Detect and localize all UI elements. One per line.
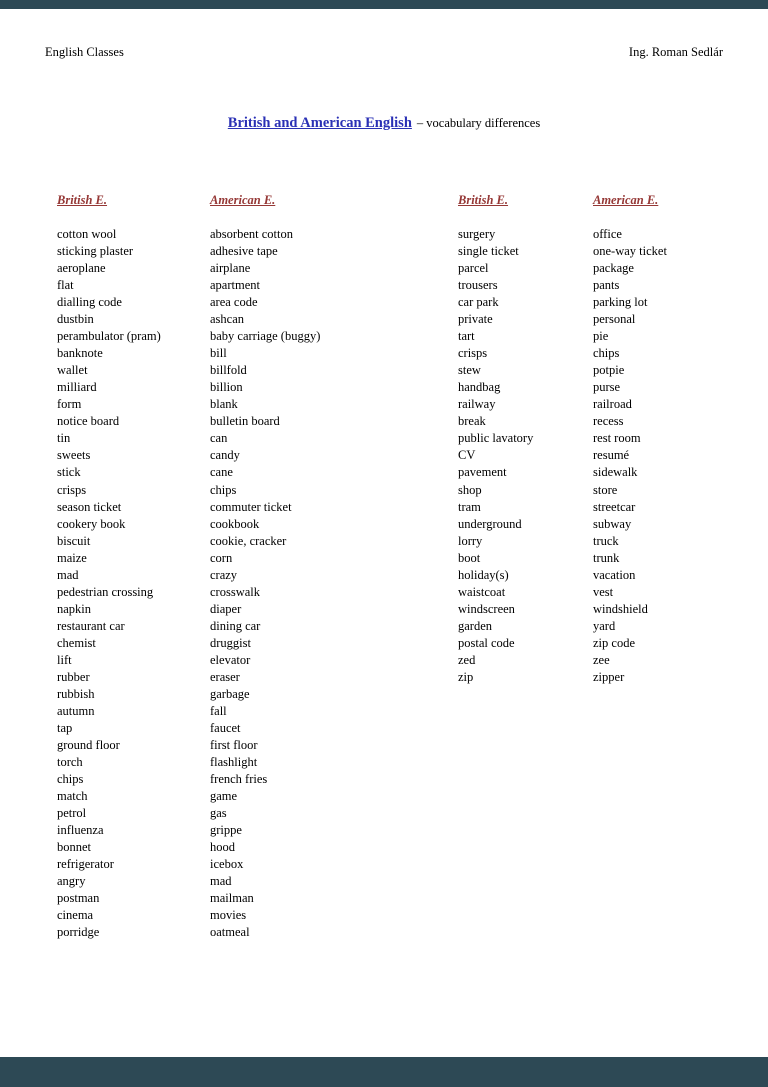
american-term: chips: [210, 482, 237, 497]
vocab-row: [57, 413, 320, 430]
american-term: hood: [210, 840, 235, 855]
vocab-row: [57, 601, 320, 618]
vocab-row: [458, 652, 667, 669]
american-term: baby carriage (buggy): [210, 329, 321, 344]
vocab-row: [57, 379, 320, 396]
american-term: billion: [210, 380, 243, 395]
british-term: restaurant car: [57, 618, 125, 633]
vocab-row: [458, 499, 667, 516]
british-term: handbag: [458, 380, 501, 395]
american-term: first floor: [210, 737, 258, 752]
vocab-row: [458, 601, 667, 618]
american-term: cookie, cracker: [210, 533, 287, 548]
british-term: CV: [458, 448, 476, 463]
vocab-row: [458, 294, 667, 311]
vocab-row: [458, 584, 667, 601]
vocab-row: [458, 482, 667, 499]
british-term: stick: [57, 465, 81, 480]
vocab-table-left: [57, 192, 320, 941]
british-term: pavement: [458, 465, 507, 480]
vocab-row: [57, 737, 320, 754]
page-title: British and American English: [227, 115, 412, 131]
vocab-row: [458, 328, 667, 345]
american-term: streetcar: [593, 499, 636, 514]
table-header-row: [458, 192, 667, 209]
vocab-row: [57, 652, 320, 669]
american-term: airplane: [210, 261, 251, 276]
vocab-row: [57, 482, 320, 499]
vocab-row: [57, 822, 320, 839]
vocab-row: [57, 839, 320, 856]
british-term: chemist: [57, 635, 96, 650]
column-header-british: British E.: [57, 193, 108, 207]
vocab-row: [57, 294, 320, 311]
document-title-line: [0, 114, 768, 132]
british-term: garden: [458, 618, 493, 633]
vocab-table-right: [458, 192, 667, 686]
british-term: mad: [57, 567, 79, 582]
vocab-row: [57, 447, 320, 464]
vocab-row: [57, 720, 320, 737]
british-term: banknote: [57, 346, 103, 361]
american-term: office: [593, 227, 622, 242]
british-term: stew: [458, 363, 481, 378]
vocab-row: [57, 499, 320, 516]
vocab-row: [57, 618, 320, 635]
american-term: movies: [210, 908, 247, 923]
american-term: eraser: [210, 669, 240, 684]
british-term: sticking plaster: [57, 244, 134, 259]
vocab-row: [458, 464, 667, 481]
british-term: maize: [57, 550, 87, 565]
vocab-row: [57, 805, 320, 822]
british-term: match: [57, 789, 88, 804]
british-term: refrigerator: [57, 857, 114, 872]
american-term: rest room: [593, 431, 641, 446]
vocab-row: [57, 362, 320, 379]
vocab-row: [458, 396, 667, 413]
british-term: lift: [57, 652, 72, 667]
american-term: yard: [593, 618, 616, 633]
american-term: gas: [210, 806, 227, 821]
vocab-row: [458, 669, 667, 686]
british-term: porridge: [57, 925, 100, 940]
british-term: cookery book: [57, 516, 126, 531]
vocab-row: [57, 396, 320, 413]
vocab-row: [458, 430, 667, 447]
page-subtitle: – vocabulary differences: [416, 116, 541, 130]
bottom-border-bar: [0, 1057, 768, 1087]
british-term: autumn: [57, 703, 95, 718]
british-term: pedestrian crossing: [57, 584, 154, 599]
british-term: tart: [458, 329, 475, 344]
american-term: french fries: [210, 772, 268, 787]
british-term: rubber: [57, 669, 90, 684]
vocab-row: [458, 362, 667, 379]
vocab-row: [458, 413, 667, 430]
british-term: biscuit: [57, 533, 91, 548]
american-term: candy: [210, 448, 240, 463]
british-term: waistcoat: [458, 584, 506, 599]
vocab-row: [57, 890, 320, 907]
american-term: mailman: [210, 891, 254, 906]
british-term: windscreen: [458, 601, 515, 616]
american-term: parking lot: [593, 295, 648, 310]
american-term: resumé: [593, 448, 630, 463]
top-border-bar: [0, 0, 768, 9]
vocab-row: [57, 754, 320, 771]
vocab-row: [57, 430, 320, 447]
vocab-row: [458, 379, 667, 396]
british-term: milliard: [57, 380, 97, 395]
american-term: zip code: [593, 635, 635, 650]
table-header-row: [57, 192, 320, 209]
british-term: dustbin: [57, 312, 94, 327]
vocab-row: [458, 447, 667, 464]
american-term: crosswalk: [210, 584, 260, 599]
vocab-row: [458, 567, 667, 584]
vocab-row: [458, 635, 667, 652]
vocab-row: [57, 567, 320, 584]
vocab-row: [57, 873, 320, 890]
american-term: pie: [593, 329, 609, 344]
american-term: subway: [593, 516, 632, 531]
american-term: cookbook: [210, 516, 260, 531]
british-term: season ticket: [57, 499, 122, 514]
vocab-row: [57, 669, 320, 686]
british-term: public lavatory: [458, 431, 534, 446]
american-term: game: [210, 789, 238, 804]
british-term: form: [57, 397, 82, 412]
american-term: personal: [593, 312, 636, 327]
american-term: flashlight: [210, 755, 258, 769]
british-term: car park: [458, 295, 499, 310]
american-term: blank: [210, 397, 238, 412]
column-header-british: British E.: [458, 193, 509, 207]
british-term: private: [458, 312, 493, 327]
table-rows: [57, 226, 320, 941]
american-term: pants: [593, 278, 620, 293]
british-term: bonnet: [57, 840, 92, 855]
american-term: icebox: [210, 857, 244, 872]
british-term: tap: [57, 720, 73, 735]
vocab-row: [57, 516, 320, 533]
table-rows: [458, 226, 667, 686]
british-term: underground: [458, 516, 522, 531]
british-term: surgery: [458, 227, 496, 242]
vocab-row: [57, 788, 320, 805]
american-term: ashcan: [210, 312, 245, 327]
american-term: windshield: [593, 601, 648, 616]
british-term: postman: [57, 891, 100, 906]
vocab-row: [57, 703, 320, 720]
vocab-row: [57, 856, 320, 873]
american-term: vest: [593, 584, 614, 599]
vocab-row: [57, 311, 320, 328]
vocab-row: [57, 328, 320, 345]
american-term: zee: [593, 652, 610, 667]
column-header-american: American E.: [210, 193, 276, 207]
american-term: diaper: [210, 601, 242, 616]
american-term: oatmeal: [210, 925, 250, 940]
american-term: one-way ticket: [593, 244, 667, 259]
american-term: area code: [210, 295, 258, 310]
vocab-row: [57, 277, 320, 294]
american-term: adhesive tape: [210, 244, 278, 259]
british-term: rubbish: [57, 686, 95, 701]
british-term: shop: [458, 482, 482, 497]
vocab-row: [458, 277, 667, 294]
british-term: napkin: [57, 601, 92, 616]
american-term: bill: [210, 346, 227, 361]
vocab-row: [57, 635, 320, 652]
american-term: crazy: [210, 567, 238, 582]
british-term: railway: [458, 397, 496, 412]
british-term: angry: [57, 874, 86, 889]
american-term: sidewalk: [593, 465, 638, 480]
vocab-row: [458, 243, 667, 260]
american-term: zipper: [593, 669, 625, 684]
header-left-text: English Classes: [45, 45, 124, 59]
british-term: dialling code: [57, 295, 122, 310]
american-term: cane: [210, 465, 233, 480]
american-term: elevator: [210, 652, 251, 667]
british-term: chips: [57, 772, 84, 787]
vocab-row: [57, 924, 320, 941]
header-right-text: Ing. Roman Sedlár: [628, 45, 723, 59]
vocab-row: [57, 243, 320, 260]
american-term: billfold: [210, 363, 247, 378]
british-term: ground floor: [57, 737, 120, 752]
british-term: petrol: [57, 806, 87, 821]
british-term: crisps: [458, 346, 488, 361]
vocab-row: [57, 464, 320, 481]
british-term: boot: [458, 550, 481, 565]
american-term: commuter ticket: [210, 499, 292, 514]
british-term: holiday(s): [458, 567, 509, 582]
british-term: cotton wool: [57, 227, 117, 242]
vocab-row: [458, 550, 667, 567]
vocab-row: [57, 584, 320, 601]
british-term: zip: [458, 669, 474, 684]
british-term: parcel: [458, 261, 489, 276]
american-term: recess: [593, 414, 624, 429]
british-term: crisps: [57, 482, 87, 497]
british-term: cinema: [57, 908, 94, 923]
american-term: dining car: [210, 618, 261, 633]
american-term: truck: [593, 533, 619, 548]
vocab-row: [57, 533, 320, 550]
vocab-row: [458, 533, 667, 550]
vocab-row: [458, 345, 667, 362]
american-term: potpie: [593, 363, 625, 378]
british-term: sweets: [57, 448, 91, 463]
british-term: flat: [57, 278, 74, 293]
british-term: tin: [57, 431, 71, 446]
american-term: can: [210, 431, 228, 446]
vocab-row: [57, 686, 320, 703]
document-header: [45, 45, 723, 60]
british-term: lorry: [458, 533, 483, 548]
british-term: influenza: [57, 823, 104, 838]
british-term: break: [458, 414, 486, 429]
vocab-row: [57, 550, 320, 567]
vocab-row: [458, 226, 667, 243]
american-term: trunk: [593, 550, 620, 565]
vocab-row: [458, 516, 667, 533]
british-term: perambulator (pram): [57, 329, 161, 344]
vocab-row: [57, 260, 320, 277]
british-term: postal code: [458, 635, 515, 650]
british-term: wallet: [57, 363, 88, 378]
vocab-row: [57, 226, 320, 243]
vocab-row: [57, 771, 320, 788]
british-term: zed: [458, 652, 476, 667]
american-term: vacation: [593, 567, 636, 582]
american-term: bulletin board: [210, 414, 280, 429]
american-term: druggist: [210, 635, 251, 650]
british-term: notice board: [57, 414, 120, 429]
american-term: corn: [210, 550, 233, 565]
american-term: apartment: [210, 278, 260, 293]
american-term: railroad: [593, 397, 632, 412]
british-term: torch: [57, 755, 83, 769]
american-term: store: [593, 482, 618, 497]
vocab-row: [57, 345, 320, 362]
vocab-row: [458, 618, 667, 635]
british-term: tram: [458, 499, 481, 514]
american-term: faucet: [210, 720, 241, 735]
british-term: aeroplane: [57, 261, 106, 276]
american-term: garbage: [210, 686, 250, 701]
american-term: package: [593, 261, 634, 276]
vocab-row: [458, 260, 667, 277]
american-term: purse: [593, 380, 621, 395]
american-term: mad: [210, 874, 232, 889]
british-term: single ticket: [458, 244, 519, 259]
american-term: absorbent cotton: [210, 227, 293, 242]
vocab-row: [458, 311, 667, 328]
american-term: chips: [593, 346, 620, 361]
american-term: fall: [210, 703, 227, 718]
british-term: trousers: [458, 278, 498, 293]
column-header-american: American E.: [593, 193, 659, 207]
american-term: grippe: [210, 823, 242, 838]
vocab-row: [57, 907, 320, 924]
